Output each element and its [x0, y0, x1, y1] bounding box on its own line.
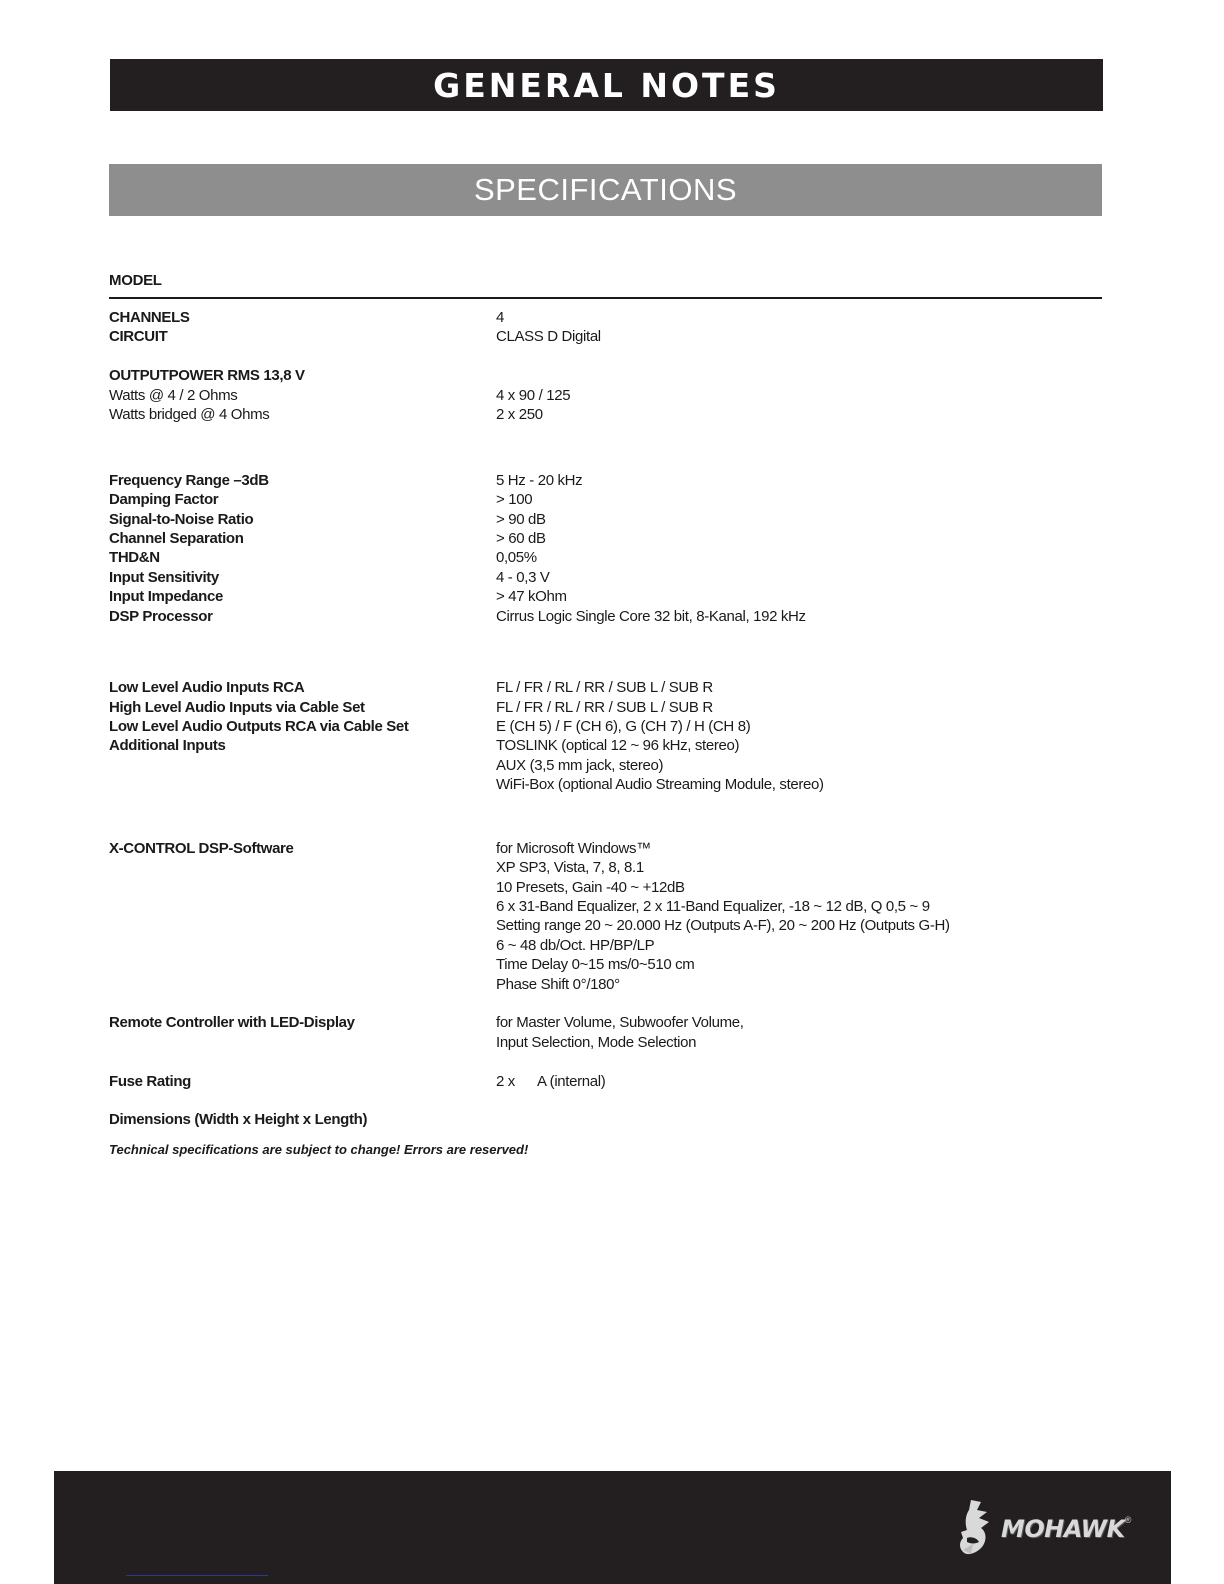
- damping-factor-value: > 100: [496, 491, 533, 508]
- xcontrol-line: Time Delay 0~15 ms/0~510 cm: [496, 956, 695, 973]
- remote-label: Remote Controller with LED-Display: [109, 1014, 355, 1031]
- fuse-value: 2 x A (internal): [496, 1073, 606, 1090]
- channel-separation-value: > 60 dB: [496, 530, 546, 547]
- xcontrol-line: 6 ~ 48 db/Oct. HP/BP/LP: [496, 937, 655, 954]
- registered-mark: ®: [1124, 1515, 1132, 1525]
- watts-bridged-value: 2 x 250: [496, 406, 543, 423]
- low-level-inputs-label: Low Level Audio Inputs RCA: [109, 679, 305, 696]
- circuit-value: CLASS D Digital: [496, 328, 601, 345]
- mohawk-head-icon: [957, 1498, 999, 1560]
- xcontrol-line: for Microsoft Windows™: [496, 840, 651, 857]
- channels-label: CHANNELS: [109, 309, 190, 326]
- fuse-label: Fuse Rating: [109, 1073, 191, 1090]
- channels-value: 4: [496, 309, 504, 326]
- low-level-inputs-value: FL / FR / RL / RR / SUB L / SUB R: [496, 679, 713, 696]
- output-power-label: OUTPUTPOWER RMS 13,8 V: [109, 367, 305, 384]
- input-sensitivity-value: 4 - 0,3 V: [496, 569, 550, 586]
- xcontrol-line: 6 x 31-Band Equalizer, 2 x 11-Band Equalizer, -18 ~ 12 dB, Q 0,5 ~ 9: [496, 898, 930, 915]
- low-level-outputs-label: Low Level Audio Outputs RCA via Cable Set: [109, 718, 409, 735]
- logo-wordmark: MOHAWK: [1001, 1515, 1125, 1543]
- channel-separation-label: Channel Separation: [109, 530, 244, 547]
- thdn-label: THD&N: [109, 549, 160, 566]
- snr-value: > 90 dB: [496, 511, 546, 528]
- low-level-outputs-value: E (CH 5) / F (CH 6), G (CH 7) / H (CH 8): [496, 718, 751, 735]
- watts-bridged-label: Watts bridged @ 4 Ohms: [109, 406, 270, 423]
- input-impedance-value: > 47 kOhm: [496, 588, 567, 605]
- xcontrol-line: Setting range 20 ~ 20.000 Hz (Outputs A-F), 20 ~ 200 Hz (Outputs G-H): [496, 917, 950, 934]
- high-level-inputs-label: High Level Audio Inputs via Cable Set: [109, 699, 365, 716]
- additional-input-wifi: WiFi-Box (optional Audio Streaming Module, stereo): [496, 776, 824, 793]
- xcontrol-line: Phase Shift 0°/180°: [496, 976, 620, 993]
- model-divider: [109, 297, 1102, 299]
- mohawk-logo: [957, 1495, 1132, 1563]
- dsp-processor-label: DSP Processor: [109, 608, 213, 625]
- high-level-inputs-value: FL / FR / RL / RR / SUB L / SUB R: [496, 699, 713, 716]
- frequency-range-label: Frequency Range –3dB: [109, 472, 269, 489]
- specifications-banner: [109, 164, 1102, 216]
- dsp-processor-value: Cirrus Logic Single Core 32 bit, 8-Kanal, 192 kHz: [496, 608, 806, 625]
- section-title: SPECIFICATIONS: [473, 172, 738, 207]
- input-impedance-label: Input Impedance: [109, 588, 223, 605]
- additional-input-toslink: TOSLINK (optical 12 ~ 96 kHz, stereo): [496, 737, 740, 754]
- additional-input-aux: AUX (3,5 mm jack, stereo): [496, 757, 664, 774]
- page-title: GENERAL NOTES: [433, 65, 780, 105]
- remote-line: Input Selection, Mode Selection: [496, 1034, 697, 1051]
- footer-link-line: [126, 1575, 268, 1576]
- footer-bar: [54, 1471, 1171, 1584]
- damping-factor-label: Damping Factor: [109, 491, 219, 508]
- input-sensitivity-label: Input Sensitivity: [109, 569, 219, 586]
- watts-label: Watts @ 4 / 2 Ohms: [109, 387, 238, 404]
- general-notes-banner: [110, 59, 1103, 111]
- remote-line: for Master Volume, Subwoofer Volume,: [496, 1014, 744, 1031]
- model-label: MODEL: [109, 272, 162, 289]
- xcontrol-line: 10 Presets, Gain -40 ~ +12dB: [496, 879, 685, 896]
- xcontrol-label: X-CONTROL DSP-Software: [109, 840, 294, 857]
- dimensions-label: Dimensions (Width x Height x Length): [109, 1111, 368, 1128]
- xcontrol-line: XP SP3, Vista, 7, 8, 8.1: [496, 859, 644, 876]
- thdn-value: 0,05%: [496, 549, 537, 566]
- additional-inputs-label: Additional Inputs: [109, 737, 226, 754]
- frequency-range-value: 5 Hz - 20 kHz: [496, 472, 583, 489]
- snr-label: Signal-to-Noise Ratio: [109, 511, 254, 528]
- circuit-label: CIRCUIT: [109, 328, 168, 345]
- watts-value: 4 x 90 / 125: [496, 387, 571, 404]
- disclaimer: Technical specifications are subject to change! Errors are reserved!: [109, 1142, 529, 1157]
